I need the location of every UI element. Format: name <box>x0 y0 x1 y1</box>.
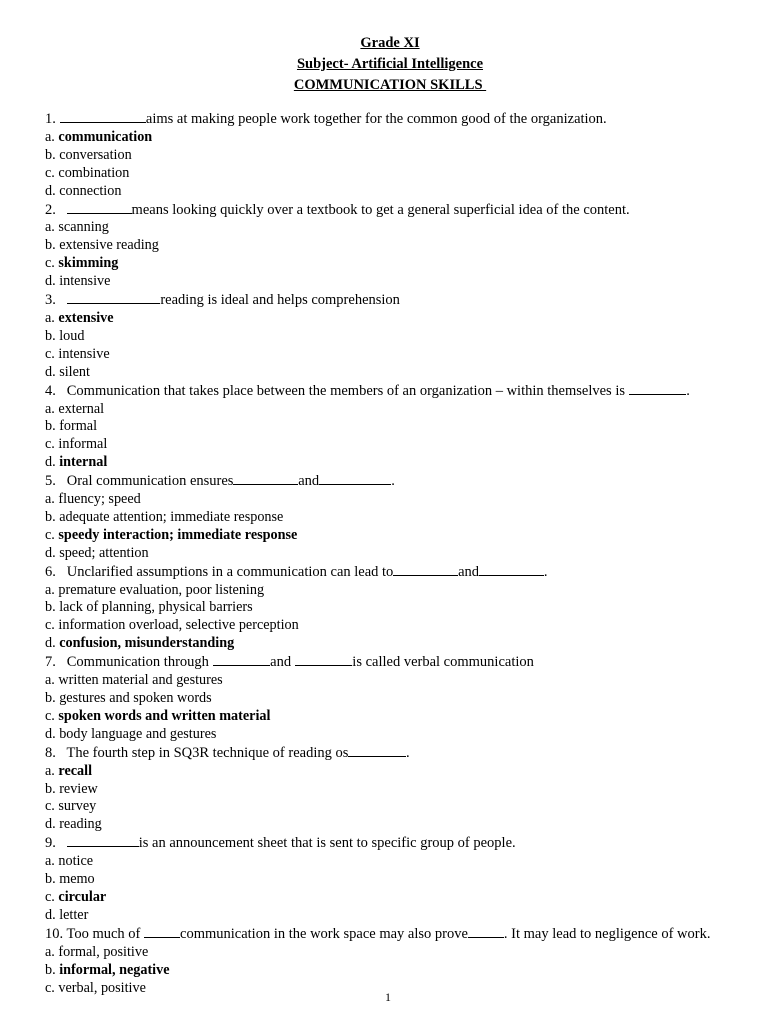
option <box>45 545 760 563</box>
option-correct <box>45 454 760 472</box>
answer-blank <box>67 201 132 214</box>
option-letter: a. <box>45 672 59 689</box>
option-text: information overload, selective perception <box>58 617 299 634</box>
option-letter: a. <box>45 581 59 598</box>
question-number: 7. <box>45 654 60 671</box>
question-text: is an announcement sheet that is sent to specific group of people. <box>138 835 516 852</box>
option-letter: d. <box>45 182 60 199</box>
question-text: . It may lead to negligence of work. <box>503 925 711 942</box>
option-letter: c. <box>45 526 59 543</box>
question-7 <box>45 653 760 672</box>
question-text: and <box>298 473 320 490</box>
option-text: formal, positive <box>58 943 149 960</box>
option-text: conversation <box>59 146 132 163</box>
option-letter: d. <box>45 816 60 833</box>
option-letter: a. <box>45 853 59 870</box>
option-correct <box>45 889 760 907</box>
option-letter: b. <box>45 599 60 616</box>
option-letter: c. <box>45 979 59 996</box>
option-text: speedy interaction; immediate response <box>58 526 298 543</box>
option-letter: c. <box>45 436 59 453</box>
question-text: . <box>405 744 410 761</box>
answer-blank <box>348 744 406 757</box>
option-correct <box>45 527 760 545</box>
option-letter: d. <box>45 544 60 561</box>
option <box>45 418 760 436</box>
option <box>45 509 760 527</box>
question-number: 2. <box>45 201 60 218</box>
option-correct <box>45 635 760 653</box>
option-text: body language and gestures <box>59 725 217 742</box>
question-2 <box>45 201 760 220</box>
question-number: 5. <box>45 473 60 490</box>
option-text: review <box>59 780 98 797</box>
option-text: recall <box>58 762 93 779</box>
question-text: Too much of <box>66 925 145 942</box>
option <box>45 491 760 509</box>
option <box>45 364 760 382</box>
option <box>45 582 760 600</box>
option-text: fluency; speed <box>58 491 141 508</box>
option-text: confusion, misunderstanding <box>59 635 235 652</box>
question-list <box>45 110 760 997</box>
question-text <box>60 835 67 851</box>
option <box>45 853 760 871</box>
answer-blank <box>629 382 687 395</box>
option-text: informal, negative <box>59 961 170 978</box>
subject-heading: Subject- Artificial Intelligence <box>296 56 484 72</box>
option-text: spoken words and written material <box>58 707 271 724</box>
option-letter: b. <box>45 146 60 163</box>
answer-blank <box>479 563 544 576</box>
option-text: gestures and spoken words <box>59 690 212 706</box>
option <box>45 401 760 419</box>
option <box>45 798 760 816</box>
option-letter: a. <box>45 491 59 508</box>
option-text: survey <box>58 798 97 815</box>
answer-blank <box>319 472 391 485</box>
option <box>45 436 760 454</box>
option <box>45 907 760 925</box>
question-text: . <box>686 382 690 399</box>
answer-blank <box>468 925 504 938</box>
option-letter: a. <box>45 762 59 779</box>
question-text: aims at making people work together for the common good of the organization. <box>145 111 607 127</box>
option-correct <box>45 962 760 980</box>
option <box>45 871 760 889</box>
option-text: extensive reading <box>59 237 159 254</box>
option-text: circular <box>58 888 107 905</box>
option-text: intensive <box>59 273 111 290</box>
option-letter: b. <box>45 961 60 978</box>
option <box>45 237 760 255</box>
option-letter: b. <box>45 327 60 344</box>
option-letter: a. <box>45 309 59 326</box>
question-1 <box>45 110 760 129</box>
question-text <box>60 202 67 218</box>
question-number: 6. <box>45 563 60 580</box>
option-text: skimming <box>58 255 119 272</box>
question-text: . <box>543 563 548 580</box>
question-5 <box>45 472 760 491</box>
option-letter: c. <box>45 345 59 362</box>
option-text: external <box>58 400 105 417</box>
question-number: 4. <box>45 382 60 399</box>
answer-blank <box>213 653 271 666</box>
question-8 <box>45 744 760 763</box>
option-text: communication <box>58 128 153 145</box>
option-text: notice <box>58 853 94 870</box>
question-text: reading is ideal and helps comprehension <box>160 292 400 309</box>
option-letter: b. <box>45 690 60 706</box>
question-text: . <box>391 473 395 490</box>
option-correct <box>45 255 760 273</box>
option <box>45 816 760 834</box>
option-correct <box>45 763 760 781</box>
option-letter: a. <box>45 219 59 236</box>
option <box>45 690 760 708</box>
option <box>45 147 760 165</box>
option <box>45 672 760 690</box>
option-text: memo <box>59 871 95 888</box>
option-text: reading <box>59 816 102 833</box>
question-number: 10. <box>45 925 67 942</box>
option-text: silent <box>59 363 90 380</box>
option-text: internal <box>59 454 108 471</box>
option-text: premature evaluation, poor listening <box>58 581 265 598</box>
answer-blank <box>393 563 458 576</box>
option <box>45 165 760 183</box>
question-text: means looking quickly over a textbook to get a general superficial idea of the content. <box>131 201 630 218</box>
option-text: intensive <box>58 345 110 362</box>
question-text: communication in the work space may also prove <box>180 925 468 942</box>
question-text: is called verbal communication <box>352 654 534 671</box>
question-text: Oral communication ensures <box>59 473 234 490</box>
option-text: connection <box>59 182 122 199</box>
option-letter: c. <box>45 707 59 724</box>
option-text: verbal, positive <box>58 979 146 996</box>
option-letter: b. <box>45 871 60 888</box>
option-letter: a. <box>45 400 59 417</box>
option-letter: a. <box>45 128 59 145</box>
option-letter: b. <box>45 237 60 254</box>
option-text: adequate attention; immediate response <box>59 508 284 525</box>
question-text: Communication through <box>59 654 213 671</box>
option-correct <box>45 708 760 726</box>
answer-blank <box>67 834 139 847</box>
option <box>45 273 760 291</box>
option <box>45 183 760 201</box>
option-correct <box>45 129 760 147</box>
topic-heading: COMMUNICATION SKILLS <box>293 77 487 93</box>
option-text: scanning <box>58 219 109 236</box>
option-letter: d. <box>45 273 60 290</box>
answer-blank <box>67 291 161 304</box>
option <box>45 781 760 799</box>
question-number: 9. <box>45 835 60 852</box>
option-text: combination <box>58 164 130 181</box>
question-10 <box>45 925 760 944</box>
option <box>45 944 760 962</box>
question-text: and <box>458 563 480 580</box>
option <box>45 346 760 364</box>
option <box>45 219 760 237</box>
option-letter: b. <box>45 780 60 797</box>
option-letter: c. <box>45 617 59 634</box>
question-number: 1. <box>45 111 60 127</box>
option-letter: d. <box>45 725 60 742</box>
answer-blank <box>144 925 180 938</box>
question-6 <box>45 563 760 582</box>
question-3 <box>45 291 760 310</box>
page-number: 1 <box>385 990 391 1004</box>
answer-blank <box>60 110 146 123</box>
option-text: formal <box>59 418 98 435</box>
question-text: and <box>270 654 295 671</box>
question-number: 3. <box>45 292 60 309</box>
grade-heading: Grade XI <box>360 35 420 51</box>
option-letter: d. <box>45 363 60 380</box>
option <box>45 726 760 744</box>
option-correct <box>45 310 760 328</box>
option-letter: c. <box>45 164 59 181</box>
question-text <box>60 292 67 308</box>
option-text: informal <box>58 436 108 453</box>
option-letter: c. <box>45 255 59 272</box>
question-number: 8. <box>45 744 60 761</box>
option-text: letter <box>59 906 89 923</box>
option <box>45 328 760 346</box>
answer-blank <box>233 472 298 485</box>
option-letter: d. <box>45 635 60 652</box>
option-letter: d. <box>45 454 60 471</box>
option-text: loud <box>59 327 85 344</box>
question-4 <box>45 382 760 401</box>
option-text: speed; attention <box>59 544 149 561</box>
option-letter: d. <box>45 906 60 923</box>
option-letter: b. <box>45 418 60 435</box>
question-9 <box>45 834 760 853</box>
option <box>45 599 760 617</box>
option-letter: c. <box>45 798 59 815</box>
answer-blank <box>295 653 353 666</box>
question-text: Communication that takes place between the members of an organization – within themselves is <box>59 382 629 399</box>
option-text: lack of planning, physical barriers <box>59 599 253 616</box>
option <box>45 617 760 635</box>
question-text: Unclarified assumptions in a communication can lead to <box>59 563 394 580</box>
option-text: written material and gestures <box>58 672 223 689</box>
option-letter: a. <box>45 943 59 960</box>
question-text: The fourth step in SQ3R technique of reading os <box>59 744 349 761</box>
document-header <box>0 33 768 96</box>
option-letter: c. <box>45 888 59 905</box>
option-letter: b. <box>45 508 60 525</box>
option-text: extensive <box>58 309 114 326</box>
